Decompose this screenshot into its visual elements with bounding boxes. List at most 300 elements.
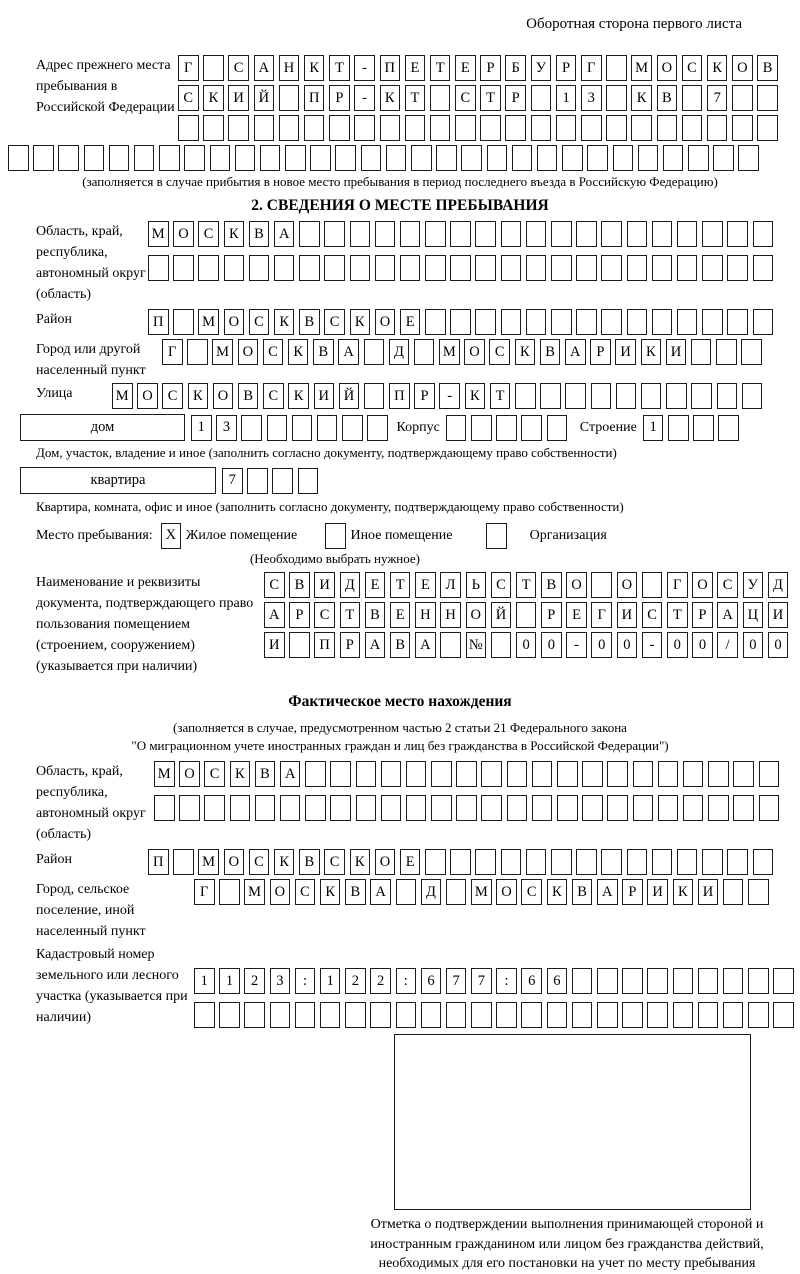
apartment-label-box: квартира [20,467,216,494]
char-box [606,115,627,141]
char-box: А [370,879,391,905]
char-box: Д [421,879,442,905]
char-box [400,255,421,281]
char-box: М [244,879,265,905]
char-box [647,1002,668,1028]
char-box [480,115,501,141]
char-box: Л [440,572,461,598]
char-box [219,879,240,905]
char-box: К [230,761,251,787]
char-box: С [455,85,476,111]
char-box: Е [566,602,587,628]
char-box: С [249,309,270,335]
char-box [642,572,663,598]
char-box [356,761,377,787]
cadastral-label: Кадастровый номер земельного или лесного участка (указывается при наличии) [36,947,188,1025]
prev-address-note: (заполняется в случае прибытия в новое место пребывания в период последнего въезда в Российскую Федерацию) [82,174,718,189]
char-box [532,761,553,787]
char-box: О [496,879,517,905]
char-box: Р [622,879,643,905]
char-box: О [692,572,713,598]
char-box: О [213,383,234,409]
char-box: 0 [692,632,713,658]
char-box: С [264,572,285,598]
char-box [551,221,572,247]
char-box: 6 [547,968,568,994]
char-box: Г [591,602,612,628]
char-box: 6 [421,968,442,994]
char-box: С [263,339,284,365]
city-row [162,339,767,365]
char-box: И [615,339,636,365]
char-box: - [642,632,663,658]
char-box: К [274,309,295,335]
char-box: С [228,55,249,81]
char-box [254,115,275,141]
char-box [732,115,753,141]
region-row-1 [148,221,778,247]
char-box: М [212,339,233,365]
confirmation-stamp-box [394,1034,751,1210]
char-box [198,255,219,281]
char-box [481,761,502,787]
char-box: Р [590,339,611,365]
char-box: С [162,383,183,409]
char-box: 1 [643,415,664,441]
char-box: О [224,309,245,335]
char-box [194,1002,215,1028]
char-box [507,795,528,821]
char-box: И [617,602,638,628]
char-box [515,383,536,409]
char-box [753,309,774,335]
char-box: Р [541,602,562,628]
char-box: М [154,761,175,787]
char-box: - [354,55,375,81]
char-box: М [198,849,219,875]
korpus-row [446,415,572,441]
char-box [400,221,421,247]
char-box: 1 [191,415,212,441]
char-box [461,145,482,171]
actual-city-label: Город, сельское поселение, иной населенный пункт [36,882,146,939]
stay-type-option-residential: Жилое помещение [185,528,298,543]
char-box [280,795,301,821]
char-box: 7 [707,85,728,111]
char-box [456,795,477,821]
prev-address-row-3 [178,115,783,141]
char-box: : [496,968,517,994]
char-box: 1 [320,968,341,994]
district-row [148,309,778,335]
char-box [471,415,492,441]
char-box [652,255,673,281]
prev-address-label: Адрес прежнего места пребывания в Российской Федерации [36,58,175,115]
char-box [742,383,763,409]
char-box: 1 [219,968,240,994]
district-label: Район [36,312,72,327]
char-box: Г [194,879,215,905]
char-box [364,383,385,409]
char-box [663,145,684,171]
char-box: Г [667,572,688,598]
char-box: 0 [591,632,612,658]
stay-type-checkbox-residential [161,523,186,549]
char-box [450,309,471,335]
char-box [475,849,496,875]
char-box: 1 [194,968,215,994]
char-box [647,968,668,994]
char-box [688,145,709,171]
char-box: Е [390,602,411,628]
char-box: П [389,383,410,409]
actual-city-field [36,879,800,942]
char-box [154,795,175,821]
char-box [406,795,427,821]
char-box [666,383,687,409]
char-box [759,795,780,821]
char-box [707,115,728,141]
char-box: Р [505,85,526,111]
char-box: О [238,339,259,365]
char-box [203,55,224,81]
char-box: Т [390,572,411,598]
char-box [414,339,435,365]
char-box [537,145,558,171]
char-box [531,85,552,111]
char-box [270,1002,291,1028]
house-label-box: дом [20,414,185,441]
stay-type-checkbox-other [325,523,350,549]
char-box [475,255,496,281]
char-box: О [173,221,194,247]
stay-type-option-other: Иное помещение [350,528,453,543]
char-box: X [161,523,182,549]
prev-address-row-1 [178,55,783,81]
char-box: М [631,55,652,81]
char-box: В [313,339,334,365]
char-box [299,255,320,281]
char-box [375,221,396,247]
char-box: Д [768,572,789,598]
char-box: М [112,383,133,409]
char-box: К [224,221,245,247]
char-box [486,523,507,549]
char-box [272,468,293,494]
char-box [698,968,719,994]
char-box: А [597,879,618,905]
char-box [773,968,794,994]
char-box [345,1002,366,1028]
char-box: П [148,849,169,875]
char-box: О [657,55,678,81]
char-box: О [464,339,485,365]
char-box [148,255,169,281]
char-box: С [489,339,510,365]
char-box [274,255,295,281]
stay-type-note: (Необходимо выбрать нужное) [249,551,421,566]
char-box: К [515,339,536,365]
char-box [521,415,542,441]
confirmation-caption: Отметка о подтверждении выполнения принимающей стороной и иностранным гражданином или лицом без гражданства действий, необходимых для его постановки на учет по месту пребывания [370,1217,764,1271]
confirmation-area [352,1034,782,1274]
char-box [741,339,762,365]
char-box [330,795,351,821]
char-box: О [270,879,291,905]
char-box [673,968,694,994]
char-box [521,1002,542,1028]
char-box [178,115,199,141]
char-box: : [396,968,417,994]
char-box: Р [480,55,501,81]
char-box [557,761,578,787]
char-box: В [255,761,276,787]
char-box: Р [329,85,350,111]
char-box [241,415,262,441]
street-row [112,383,767,409]
char-box [526,309,547,335]
char-box: В [757,55,778,81]
actual-district-label: Район [36,852,72,867]
char-box [184,145,205,171]
char-box [631,115,652,141]
char-box: В [299,309,320,335]
actual-region-field [36,761,800,845]
char-box: 7 [446,968,467,994]
char-box [455,115,476,141]
char-box [693,415,714,441]
char-box: К [350,309,371,335]
char-box [727,255,748,281]
char-box [526,255,547,281]
char-box [587,145,608,171]
actual-region-row-2 [154,795,784,821]
char-box: В [249,221,270,247]
char-box [380,115,401,141]
char-box [753,849,774,875]
char-box [597,1002,618,1028]
char-box: М [439,339,460,365]
char-box [677,849,698,875]
char-box: Д [389,339,410,365]
char-box: Н [279,55,300,81]
char-box: О [732,55,753,81]
char-box [556,115,577,141]
char-box [708,795,729,821]
char-box: А [280,761,301,787]
char-box: К [288,383,309,409]
char-box: 2 [244,968,265,994]
char-box [279,85,300,111]
char-box: С [198,221,219,247]
char-box [173,849,194,875]
char-box: В [238,383,259,409]
char-box: Р [414,383,435,409]
char-box [727,309,748,335]
actual-city-row [194,879,773,905]
document-row-2 [264,602,793,628]
char-box [638,145,659,171]
char-box [496,415,517,441]
char-box [203,115,224,141]
char-box [405,115,426,141]
char-box [682,85,703,111]
char-box [330,761,351,787]
char-box [597,968,618,994]
char-box: В [390,632,411,658]
char-box [622,968,643,994]
document-row-3 [264,632,793,658]
char-box [576,849,597,875]
char-box: К [288,339,309,365]
street-label: Улица [36,386,73,401]
char-box: С [324,849,345,875]
document-field [36,572,800,677]
char-box [187,339,208,365]
char-box [370,1002,391,1028]
char-box: Е [455,55,476,81]
char-box [386,145,407,171]
char-box: К [350,849,371,875]
actual-district-row [148,849,778,875]
char-box [421,1002,442,1028]
char-box: Т [405,85,426,111]
char-box [173,255,194,281]
char-box [576,309,597,335]
char-box [249,255,270,281]
char-box [582,795,603,821]
char-box [317,415,338,441]
char-box [702,221,723,247]
char-box [295,1002,316,1028]
char-box [683,795,704,821]
char-box: К [380,85,401,111]
char-box: 0 [541,632,562,658]
char-box: М [148,221,169,247]
char-box: О [375,309,396,335]
char-box: С [295,879,316,905]
char-box [540,383,561,409]
char-box: Т [340,602,361,628]
char-box: И [768,602,789,628]
char-box [430,85,451,111]
char-box [526,221,547,247]
char-box [411,145,432,171]
house-row [20,414,800,441]
char-box [475,309,496,335]
char-box [753,255,774,281]
char-box [381,795,402,821]
char-box [204,795,225,821]
section2-title: 2. СВЕДЕНИЯ О МЕСТЕ ПРЕБЫВАНИЯ [251,197,549,214]
char-box [677,309,698,335]
char-box: К [641,339,662,365]
char-box [512,145,533,171]
char-box [733,761,754,787]
char-box [547,415,568,441]
char-box: М [198,309,219,335]
cadastral-field [36,944,800,1028]
char-box: И [228,85,249,111]
char-box [723,968,744,994]
char-box: 1 [556,85,577,111]
char-box: В [365,602,386,628]
char-box [606,85,627,111]
char-box [450,849,471,875]
char-box [641,383,662,409]
char-box [551,849,572,875]
char-box: А [264,602,285,628]
char-box [446,1002,467,1028]
char-box [367,415,388,441]
char-box: Е [400,849,421,875]
char-box [547,1002,568,1028]
house-number-row [191,415,393,441]
char-box [491,632,512,658]
stay-type-row [36,522,800,549]
char-box: С [178,85,199,111]
char-box [723,879,744,905]
city-label: Город или другой населенный пункт [36,342,146,378]
char-box [607,761,628,787]
char-box [613,145,634,171]
char-box [633,761,654,787]
char-box [425,309,446,335]
char-box: 3 [270,968,291,994]
stroenie-label: Строение [579,420,637,435]
char-box [658,761,679,787]
char-box: Т [667,602,688,628]
char-box: Б [505,55,526,81]
char-box [708,761,729,787]
char-box [748,1002,769,1028]
char-box: О [375,849,396,875]
apartment-number-row [222,468,323,494]
char-box: Р [340,632,361,658]
char-box: С [521,879,542,905]
char-box [773,1002,794,1028]
char-box: / [717,632,738,658]
char-box: 0 [617,632,638,658]
char-box: А [274,221,295,247]
char-box [324,255,345,281]
char-box: В [572,879,593,905]
char-box [396,879,417,905]
char-box [607,795,628,821]
char-box [224,255,245,281]
char-box: О [617,572,638,598]
char-box: П [304,85,325,111]
char-box [375,255,396,281]
char-box [698,1002,719,1028]
char-box [557,795,578,821]
char-box: Г [162,339,183,365]
char-box [396,1002,417,1028]
char-box [601,255,622,281]
char-box [627,309,648,335]
prev-address-row-2 [178,85,783,111]
char-box: В [345,879,366,905]
char-box: В [657,85,678,111]
char-box [757,115,778,141]
actual-location-note-1: (заполняется в случае, предусмотренном частью 2 статьи 21 Федерального закона [173,720,627,735]
char-box [244,1002,265,1028]
document-row-1 [264,572,793,598]
char-box: И [314,572,335,598]
char-box [450,221,471,247]
char-box [682,115,703,141]
stay-type-label: Место пребывания: [36,528,153,543]
